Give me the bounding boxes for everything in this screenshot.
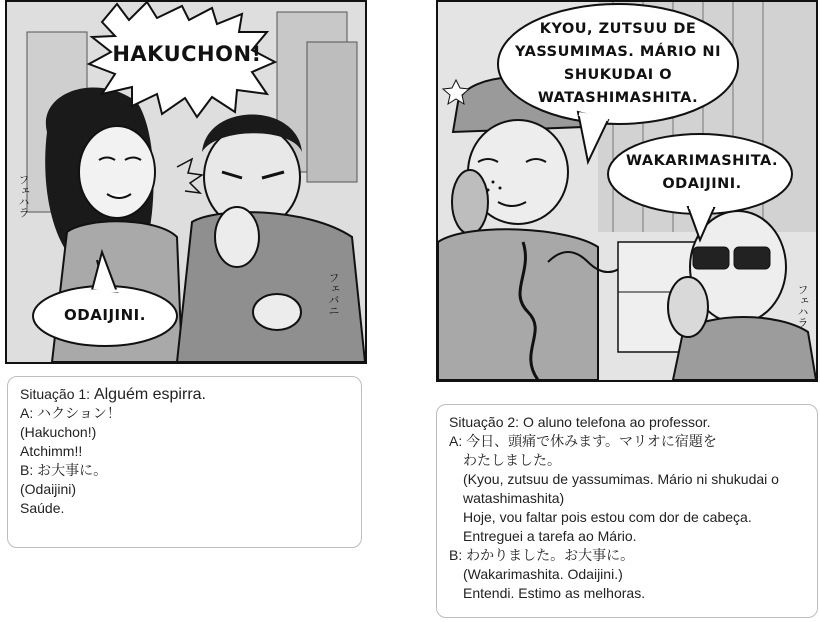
bubble-line: SHUKUDAI O	[563, 67, 673, 83]
sfx-label-right: フェハラ	[796, 284, 809, 328]
bubble-line: WATASHIMASHITA.	[537, 90, 699, 106]
caption-title-prefix: Situação 1:	[20, 386, 94, 402]
caption-line: (Hakuchon!)	[20, 424, 97, 440]
caption-line: Entendi. Estimo as melhoras.	[463, 585, 646, 601]
caption-line: Hoje, vou faltar pois estou com dor de cabeça.	[463, 509, 752, 525]
caption-line: Atchimm!!	[20, 443, 83, 459]
caption-line: わたしました。	[463, 452, 561, 468]
speech-bubble-hakuchon: HAKUCHON!	[112, 42, 262, 66]
sfx-label-left: フェハラ	[17, 174, 30, 218]
caption-title-main: Alguém espirra.	[93, 386, 206, 403]
caption-line: Saúde.	[20, 500, 65, 516]
sfx-label-right: フェバニ	[327, 272, 340, 316]
bubble-line: WAKARIMASHITA.	[626, 153, 778, 169]
speech-bubble-professor	[618, 147, 786, 199]
caption-line: (Wakarimashita. Odaijini.)	[463, 566, 623, 582]
caption-title	[20, 385, 349, 404]
caption-situation-1	[7, 376, 362, 548]
comic-panel-2	[436, 0, 818, 382]
speech-bubble-student	[508, 18, 728, 110]
bubble-line: KYOU, ZUTSUU DE	[539, 21, 697, 37]
caption-line: (Odaijini)	[20, 481, 77, 497]
caption-line: B: お大事に。	[20, 462, 108, 478]
caption-line: (Kyou, zutsuu de yassumimas. Mário ni shukudai o	[463, 471, 779, 487]
caption-situation-2	[436, 404, 818, 618]
caption-line: A: 今日、頭痛で休みます。マリオに宿題を	[449, 433, 717, 449]
speech-bubble-odaijini: ODAIJINI.	[64, 306, 146, 324]
caption-line: Entreguei a tarefa ao Mário.	[463, 528, 637, 544]
caption-line: B: わかりました。お大事に。	[449, 547, 635, 563]
caption-line: A: ハクション！	[20, 405, 121, 421]
caption-title: Situação 2: O aluno telefona ao professor.	[449, 414, 711, 430]
bubble-line: YASSUMIMAS. MÁRIO NI	[515, 44, 721, 60]
bubble-line: ODAIJINI.	[662, 176, 742, 192]
comic-panel-1	[5, 0, 367, 364]
caption-line: watashimashita)	[463, 490, 565, 506]
